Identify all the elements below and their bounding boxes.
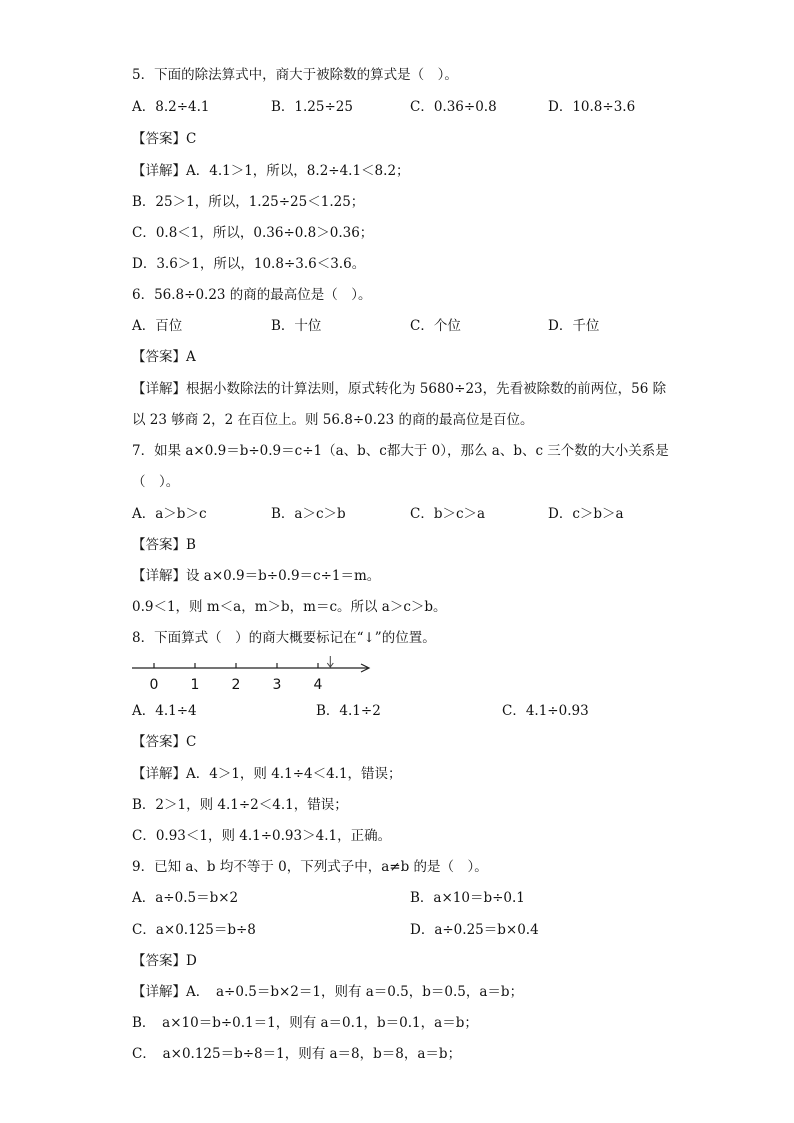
q7-option-c: C．b＞c＞a xyxy=(410,506,486,522)
q8-option-b: B．4.1÷2 xyxy=(316,703,381,719)
q5-explanation-line: C．0.8＜1，所以，0.36÷0.8＞0.36； xyxy=(132,225,374,241)
q6-explanation-line: 以 23 够商 2，2 在百位上。则 56.8÷0.23 的商的最高位是百位。 xyxy=(132,412,534,428)
q6-explanation-line: 【详解】根据小数除法的计算法则，原式转化为 5680÷23，先看被除数的前两位，56 除 xyxy=(132,381,667,397)
down-arrow-marker-icon xyxy=(327,656,333,667)
q7-stem-blank: （ ）。 xyxy=(132,474,180,490)
number-line-tick-label: 0 xyxy=(149,677,159,693)
q8-explanation-line: C．0.93＜1，则 4.1÷0.93＞4.1，正确。 xyxy=(132,828,392,844)
q6-option-b: B．十位 xyxy=(271,318,322,334)
number-line-tick-label: 4 xyxy=(313,677,323,693)
q6-option-d: D．千位 xyxy=(548,318,600,334)
number-line-tick-label: 1 xyxy=(190,677,200,693)
q6-option-c: C．个位 xyxy=(410,318,461,334)
q9-option-d: D．a÷0.25＝b×0.4 xyxy=(410,922,539,938)
number-line-graphic xyxy=(130,656,375,696)
number-line xyxy=(130,656,375,696)
q9-explanation-line: 【详解】A． a÷0.5＝b×2＝1，则有 a＝0.5，b＝0.5，a＝b； xyxy=(132,984,524,1000)
q9-stem: 9．已知 a、b 均不等于 0，下列式子中，a≠b 的是（ ）。 xyxy=(132,859,488,875)
q5-explanation-line: 【详解】A．4.1＞1，所以，8.2÷4.1＜8.2； xyxy=(132,163,410,179)
q9-answer: 【答案】D xyxy=(132,953,197,969)
q9-explanation-line: B． a×10＝b÷0.1＝1，则有 a＝0.1，b＝0.1，a＝b； xyxy=(132,1015,478,1031)
q7-answer: 【答案】B xyxy=(132,537,196,553)
q8-option-a: A．4.1÷4 xyxy=(132,703,197,719)
q9-option-c: C．a×0.125＝b÷8 xyxy=(132,922,256,938)
q7-option-b: B．a＞c＞b xyxy=(271,506,346,522)
q5-explanation-line: D．3.6＞1，所以，10.8÷3.6＜3.6。 xyxy=(132,256,366,272)
q8-option-c: C．4.1÷0.93 xyxy=(502,703,589,719)
q7-explanation-line: 0.9＜1，则 m＜a，m＞b，m＝c。所以 a＞c＞b。 xyxy=(132,599,447,615)
q8-explanation-line: 【详解】A．4＞1，则 4.1÷4＜4.1，错误； xyxy=(132,766,402,782)
q9-option-a: A．a÷0.5＝b×2 xyxy=(132,890,239,906)
q5-option-b: B．1.25÷25 xyxy=(271,99,353,115)
q7-explanation-line: 【详解】设 a×0.9＝b÷0.9＝c÷1＝m。 xyxy=(132,568,381,584)
q8-explanation-line: B．2＞1，则 4.1÷2＜4.1，错误； xyxy=(132,797,348,813)
q9-explanation-line: C． a×0.125＝b÷8＝1，则有 a＝8，b＝8，a＝b； xyxy=(132,1046,462,1062)
q7-option-d: D．c＞b＞a xyxy=(548,506,624,522)
q6-stem: 6．56.8÷0.23 的商的最高位是（ ）。 xyxy=(132,287,372,303)
q6-answer: 【答案】A xyxy=(132,349,196,365)
q5-option-d: D．10.8÷3.6 xyxy=(548,99,636,115)
q5-option-a: A．8.2÷4.1 xyxy=(132,99,210,115)
q8-stem: 8．下面算式（ ）的商大概要标记在“↓”的位置。 xyxy=(132,630,436,646)
q5-answer: 【答案】C xyxy=(132,131,197,147)
q7-stem: 7．如果 a×0.9＝b÷0.9＝c÷1（a、b、c都大于 0），那么 a、b、c 三个数的大小关系是 xyxy=(132,443,669,459)
q5-explanation-line: B．25＞1，所以，1.25÷25＜1.25； xyxy=(132,194,365,210)
q5-stem: 5．下面的除法算式中，商大于被除数的算式是（ ）。 xyxy=(132,67,458,83)
q7-option-a: A．a＞b＞c xyxy=(132,506,207,522)
q9-option-b: B．a×10＝b÷0.1 xyxy=(410,890,525,906)
number-line-tick-label: 3 xyxy=(272,677,282,693)
number-line-tick-label: 2 xyxy=(231,677,241,693)
q5-option-c: C．0.36÷0.8 xyxy=(410,99,497,115)
q8-answer: 【答案】C xyxy=(132,734,197,750)
q6-option-a: A．百位 xyxy=(132,318,183,334)
